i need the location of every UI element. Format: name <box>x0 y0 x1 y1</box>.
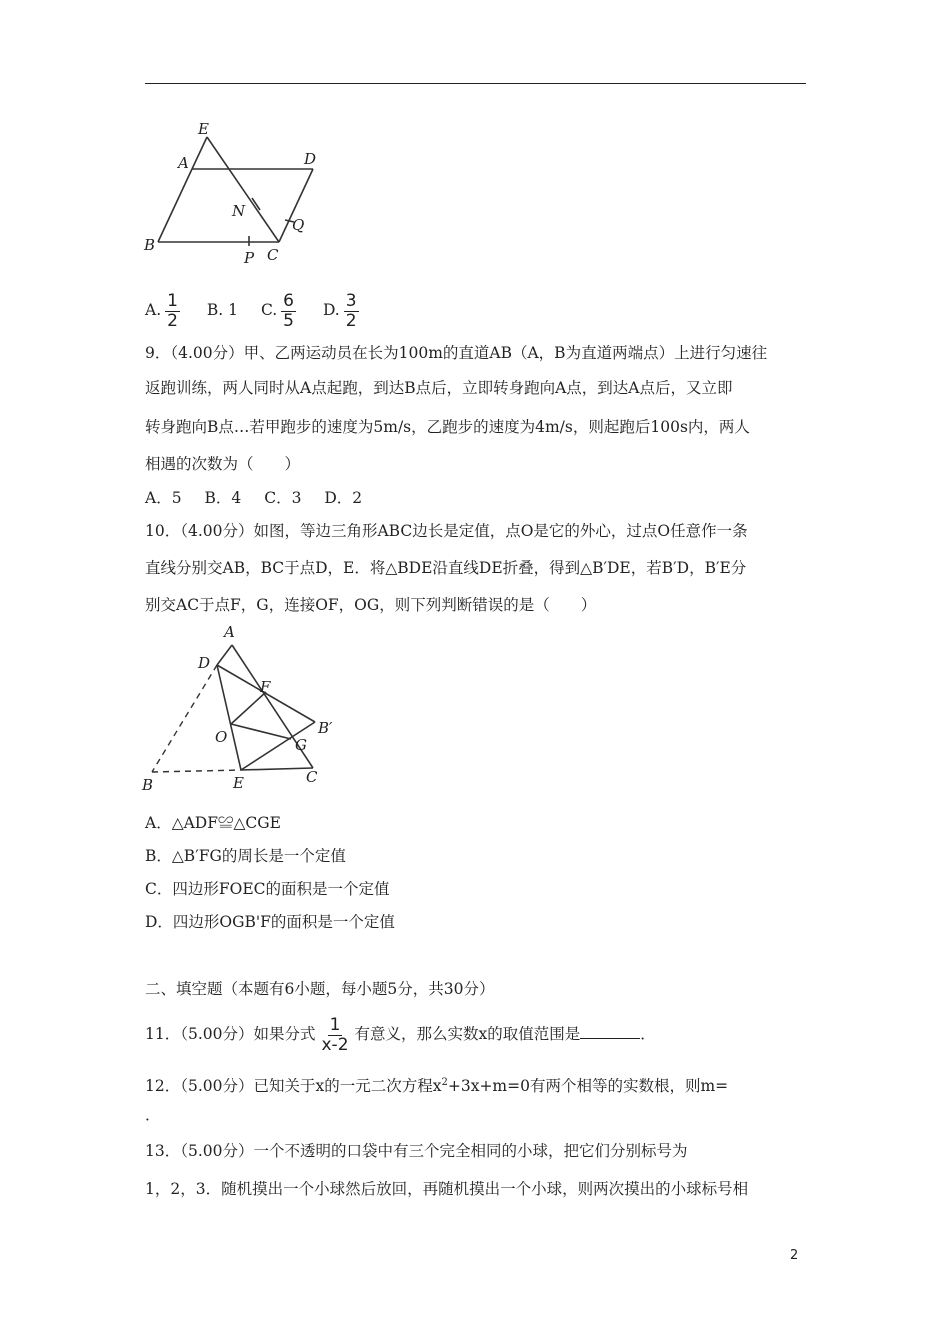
seg-OF <box>231 692 266 724</box>
label-B: B <box>142 776 154 792</box>
q9-option-b[interactable]: B．4 <box>204 489 242 507</box>
q11-answer-blank[interactable] <box>580 1024 640 1039</box>
label-A: A <box>178 154 189 172</box>
header-rule <box>145 83 806 84</box>
label-O: O <box>215 728 228 746</box>
q9-option-d[interactable]: D．2 <box>324 489 363 507</box>
q10-line-3: 别交AC于点F，G，连接OF，OG，则下列判断错误的是（ ） <box>145 596 597 614</box>
q11-suffix: 有意义，那么实数x的取值范围是 <box>354 1025 581 1043</box>
label-G: G <box>295 736 307 754</box>
q9-options <box>145 488 380 508</box>
q9-line-3: 转身跑向B点…若甲跑步的速度为5m/s，乙跑步的速度为4m/s，则起跑后100s内，两人 <box>145 418 750 436</box>
dash-BE <box>152 770 241 772</box>
q11-prefix: 11．（5.00分）如果分式 <box>145 1025 316 1043</box>
label-F: F <box>260 678 271 696</box>
q8-option-a[interactable]: A. $\frac{1}{2}$ <box>145 290 178 331</box>
seg-OG <box>231 724 291 739</box>
section2-heading: 二、填空题（本题有6小题，每小题5分，共30分） <box>145 980 495 998</box>
q10-option-a[interactable]: A．△ADF≌△CGE <box>145 814 281 832</box>
page-number: 2 <box>790 1248 799 1263</box>
edge-EC <box>207 137 279 242</box>
label-B: B <box>144 236 156 254</box>
parallelogram-figure <box>140 118 330 266</box>
triangle-fold-figure <box>138 620 348 792</box>
edge-BA <box>158 169 192 242</box>
q12-line-2: ． <box>145 1106 161 1124</box>
q10-line-1: 10．（4.00分）如图，等边三角形ABC边长是定值，点O是它的外心，过点O任意作一条 <box>145 522 748 540</box>
q8-options <box>145 290 381 331</box>
q10-option-c[interactable]: C．四边形FOEC的面积是一个定值 <box>145 880 390 898</box>
q8-option-b[interactable]: B. 1 <box>206 301 238 319</box>
edge-EC <box>241 768 313 770</box>
edge-AE <box>192 137 207 169</box>
q13-line-1: 13．（5.00分）一个不透明的口袋中有三个完全相同的小球，把它们分别标号为 <box>145 1142 688 1160</box>
label-Q: Q <box>292 216 305 234</box>
q10-option-b[interactable]: B．△B′FG的周长是一个定值 <box>145 847 346 865</box>
q9-line-4: 相遇的次数为（ ） <box>145 455 301 473</box>
q12-line-1: 12．（5.00分）已知关于x的一元二次方程$x^2+3x+m=0$有两个相等的实数根，则m= <box>145 1077 729 1096</box>
label-E: E <box>233 774 244 792</box>
q10-option-d[interactable]: D．四边形OGB'F的面积是一个定值 <box>145 913 395 931</box>
label-N: N <box>232 202 246 220</box>
label-D: D <box>304 150 317 168</box>
q11-fraction: $\frac{1}{x-2}$ <box>321 1014 349 1055</box>
label-C: C <box>267 246 279 264</box>
q10-line-2: 直线分别交AB，BC于点D，E．将△BDE沿直线DE折叠，得到△B′DE，若B′D，B′E分 <box>145 559 747 577</box>
edge-AD <box>217 645 232 665</box>
label-Bprime: B′ <box>318 719 333 737</box>
label-A: A <box>224 623 235 641</box>
label-C: C <box>306 768 318 786</box>
label-P: P <box>244 249 255 266</box>
q11: 11．（5.00分）如果分式 $\frac{1}{x-2}$ 有意义，那么实数x的取值范围是 ． <box>145 1014 656 1055</box>
q9-option-c[interactable]: C．3 <box>264 489 302 507</box>
q9-option-a[interactable]: A．5 <box>145 489 182 507</box>
q9-line-1: 9．（4.00分）甲、乙两运动员在长为100m的直道AB（A，B为直道两端点）上进行匀速往 <box>145 344 768 362</box>
q8-option-c[interactable]: C. $\frac{6}{5}$ <box>260 290 294 331</box>
label-D: D <box>198 654 211 672</box>
dash-DB <box>152 665 217 772</box>
q8-option-d[interactable]: D. $\frac{3}{2}$ <box>322 290 357 331</box>
q13-line-2: 1，2，3．随机摸出一个小球然后放回，再随机摸出一个小球，则两次摸出的小球标号相 <box>145 1180 749 1198</box>
q9-line-2: 返跑训练，两人同时从A点起跑，到达B点后，立即转身跑向A点，到达A点后，又立即 <box>145 379 733 397</box>
label-E: E <box>198 120 209 138</box>
